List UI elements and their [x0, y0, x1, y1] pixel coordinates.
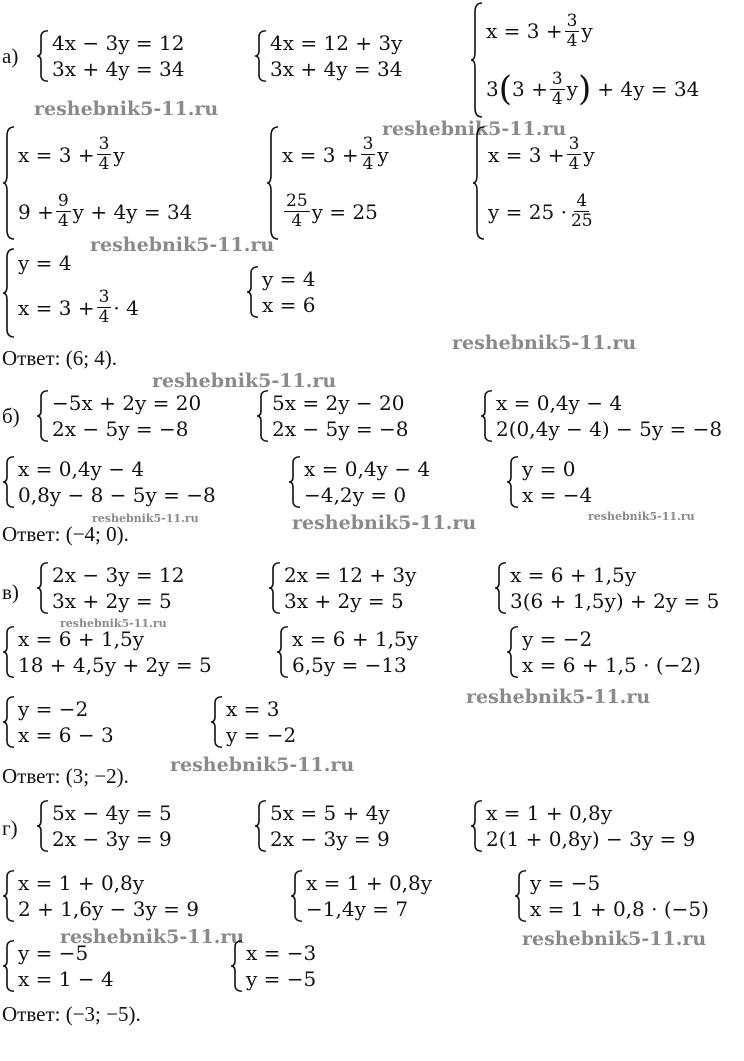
- system-g7: [2, 940, 114, 992]
- fraction: $\frac{3}{4}$: [551, 68, 563, 109]
- equation: $\frac{25}{4}$ y = 25: [286, 191, 378, 231]
- equation: 2x − 3y = 9: [52, 827, 172, 851]
- brace: [36, 30, 50, 82]
- equation: x = 3 + $\frac{3}{4}$ · 4: [18, 287, 139, 327]
- part-label-b: б): [2, 404, 20, 428]
- equation: 2x − 5y = −8: [52, 417, 189, 441]
- system-v4: [2, 626, 212, 678]
- system-a6: [472, 126, 597, 240]
- brace: [2, 696, 16, 748]
- brace: [2, 248, 16, 338]
- equation: x = 1 − 4: [18, 967, 114, 991]
- equation: 2x − 5y = −8: [272, 417, 409, 441]
- system-g6: [514, 870, 709, 922]
- equation: x = 1 + 0,8y: [486, 801, 613, 825]
- brace: [480, 390, 494, 442]
- brace: [268, 562, 282, 614]
- brace: [276, 626, 290, 678]
- equation: x = 6: [262, 293, 316, 317]
- equation: 2(1 + 0,8y) − 3y = 9: [486, 827, 696, 851]
- fraction: $\frac{3}{4}$: [568, 134, 580, 174]
- equation: y = −2: [226, 723, 297, 747]
- equation: x = 6 + 1,5y: [292, 627, 419, 651]
- brace: [2, 126, 16, 240]
- equation: y = 4: [18, 250, 72, 275]
- equation: x = −4: [522, 483, 593, 507]
- part-label-v: в): [2, 580, 19, 604]
- fraction: $\frac{3}{4}$: [98, 287, 110, 327]
- system-v3: [494, 562, 719, 614]
- brace: [230, 940, 244, 992]
- equation: 3x + 2y = 5: [52, 589, 172, 613]
- system-b5: [288, 456, 430, 508]
- system-g3: [470, 800, 695, 852]
- answer-b: Ответ: (−4; 0).: [2, 522, 129, 546]
- equation: 2 + 1,6y − 3y = 9: [18, 897, 199, 921]
- brace: [36, 562, 50, 614]
- equation: y = 0: [522, 457, 576, 481]
- equation: 3 ( 3 + $\frac{3}{4}$ y ) + 4y = 34: [486, 68, 700, 109]
- system-a4: [2, 126, 192, 240]
- part-label-a: а): [2, 44, 19, 68]
- system-a5: [266, 126, 389, 240]
- fraction: $\frac{9}{4}$: [57, 191, 69, 231]
- brace: [266, 126, 280, 240]
- equation: y = −2: [522, 627, 593, 651]
- system-v2: [268, 562, 416, 614]
- watermark: reshebnik5-11.ru: [34, 98, 219, 120]
- brace: [2, 456, 16, 508]
- system-v8: [210, 696, 296, 748]
- equation: 3(6 + 1,5y) + 2y = 5: [510, 589, 720, 613]
- brace: [506, 456, 520, 508]
- system-a7: [2, 248, 139, 338]
- equation: 9 + $\frac{9}{4}$ y + 4y = 34: [18, 191, 193, 231]
- watermark: reshebnik5-11.ru: [60, 617, 167, 630]
- watermark: reshebnik5-11.ru: [170, 754, 355, 776]
- equation: x = 3 + $\frac{3}{4}$ y: [282, 134, 389, 174]
- brace: [472, 126, 486, 240]
- equation: y = −2: [18, 697, 89, 721]
- watermark: reshebnik5-11.ru: [92, 512, 199, 525]
- equation: 5x − 4y = 5: [52, 801, 172, 825]
- answer-a: Ответ: (6; 4).: [2, 346, 118, 370]
- system-b4: [2, 456, 216, 508]
- system-a3: [470, 2, 699, 118]
- equation: −1,4y = 7: [306, 897, 409, 921]
- system-g8: [230, 940, 316, 992]
- system-a1: [36, 30, 184, 82]
- system-v1: [36, 562, 184, 614]
- equation: 3x + 2y = 5: [284, 589, 404, 613]
- system-g4: [2, 870, 199, 922]
- brace: [506, 626, 520, 678]
- brace: [246, 266, 260, 318]
- system-b2: [256, 390, 408, 442]
- equation: 4x = 12 + 3y: [270, 31, 403, 55]
- equation: 2x = 12 + 3y: [284, 563, 417, 587]
- equation: y = −5: [18, 941, 89, 965]
- equation: y = −5: [530, 871, 601, 895]
- brace: [288, 456, 302, 508]
- brace: [494, 562, 508, 614]
- equation: x = 1 + 0,8y: [306, 871, 433, 895]
- brace: [36, 390, 50, 442]
- equation: x = −3: [246, 941, 317, 965]
- watermark: reshebnik5-11.ru: [466, 686, 651, 708]
- equation: −5x + 2y = 20: [52, 391, 202, 415]
- brace: [254, 30, 268, 82]
- system-a2: [254, 30, 402, 82]
- equation: −4,2y = 0: [304, 483, 407, 507]
- equation: 2x − 3y = 12: [52, 563, 185, 587]
- equation: x = 6 + 1,5y: [18, 627, 145, 651]
- system-b3: [480, 390, 722, 442]
- close-paren: ): [577, 69, 592, 109]
- system-g5: [290, 870, 432, 922]
- brace: [2, 940, 16, 992]
- fraction: $\frac{3}{4}$: [362, 134, 374, 174]
- watermark: reshebnik5-11.ru: [522, 928, 707, 950]
- equation: x = 3 + $\frac{3}{4}$ y: [18, 134, 125, 174]
- equation: x = 6 − 3: [18, 723, 114, 747]
- fraction: $\frac{3}{4}$: [566, 10, 578, 51]
- equation: x = 0,4y − 4: [18, 457, 145, 481]
- brace: [256, 390, 270, 442]
- equation: 5x = 5 + 4y: [270, 801, 390, 825]
- fraction: $\frac{25}{4}$: [286, 191, 308, 231]
- brace: [2, 626, 16, 678]
- brace: [36, 800, 50, 852]
- brace: [290, 870, 304, 922]
- equation: x = 3: [226, 697, 280, 721]
- watermark: reshebnik5-11.ru: [588, 510, 695, 523]
- equation: x = 0,4y − 4: [304, 457, 431, 481]
- equation: x = 3 + $\frac{3}{4}$ y: [486, 10, 593, 51]
- equation: 3x + 4y = 34: [270, 57, 403, 81]
- system-v6: [506, 626, 701, 678]
- equation: y = 4: [262, 267, 316, 291]
- open-paren: (: [498, 69, 512, 109]
- equation: 2x − 3y = 9: [270, 827, 390, 851]
- watermark: reshebnik5-11.ru: [152, 370, 337, 392]
- equation: 2(0,4y − 4) − 5y = −8: [496, 417, 723, 441]
- equation: 3x + 4y = 34: [52, 57, 185, 81]
- fraction: $\frac{3}{4}$: [98, 134, 110, 174]
- part-label-g: г): [2, 816, 18, 840]
- watermark: reshebnik5-11.ru: [90, 234, 275, 256]
- equation: 6,5y = −13: [292, 653, 407, 677]
- brace: [254, 800, 268, 852]
- brace: [470, 2, 484, 118]
- system-g2: [254, 800, 390, 852]
- brace: [470, 800, 484, 852]
- equation: y = −5: [246, 967, 317, 991]
- equation: x = 6 + 1,5y: [510, 563, 637, 587]
- system-v5: [276, 626, 418, 678]
- equation: x = 1 + 0,8 · (−5): [530, 897, 709, 921]
- equation: x = 0,4y − 4: [496, 391, 623, 415]
- system-v7: [2, 696, 114, 748]
- answer-v: Ответ: (3; −2).: [2, 764, 129, 788]
- system-b6: [506, 456, 592, 508]
- brace: [2, 870, 16, 922]
- brace: [514, 870, 528, 922]
- answer-g: Ответ: (−3; −5).: [2, 1002, 141, 1026]
- watermark: reshebnik5-11.ru: [292, 512, 477, 534]
- watermark: reshebnik5-11.ru: [452, 332, 637, 354]
- equation: 5x = 2y − 20: [272, 391, 405, 415]
- system-g1: [36, 800, 172, 852]
- system-b1: [36, 390, 201, 442]
- watermark: reshebnik5-11.ru: [60, 926, 245, 948]
- equation: 18 + 4,5y + 2y = 5: [18, 653, 212, 677]
- equation: y = 25 · $\frac{4}{25}$: [488, 191, 593, 231]
- fraction: $\frac{4}{25}$: [570, 191, 593, 231]
- system-a8: [246, 266, 316, 318]
- equation: 0,8y − 8 − 5y = −8: [18, 483, 216, 507]
- equation: x = 3 + $\frac{3}{4}$ y: [488, 134, 595, 174]
- equation: x = 6 + 1,5 · (−2): [522, 653, 701, 677]
- watermark: reshebnik5-11.ru: [382, 118, 567, 140]
- brace: [210, 696, 224, 748]
- equation: x = 1 + 0,8y: [18, 871, 145, 895]
- equation: 4x − 3y = 12: [52, 31, 185, 55]
